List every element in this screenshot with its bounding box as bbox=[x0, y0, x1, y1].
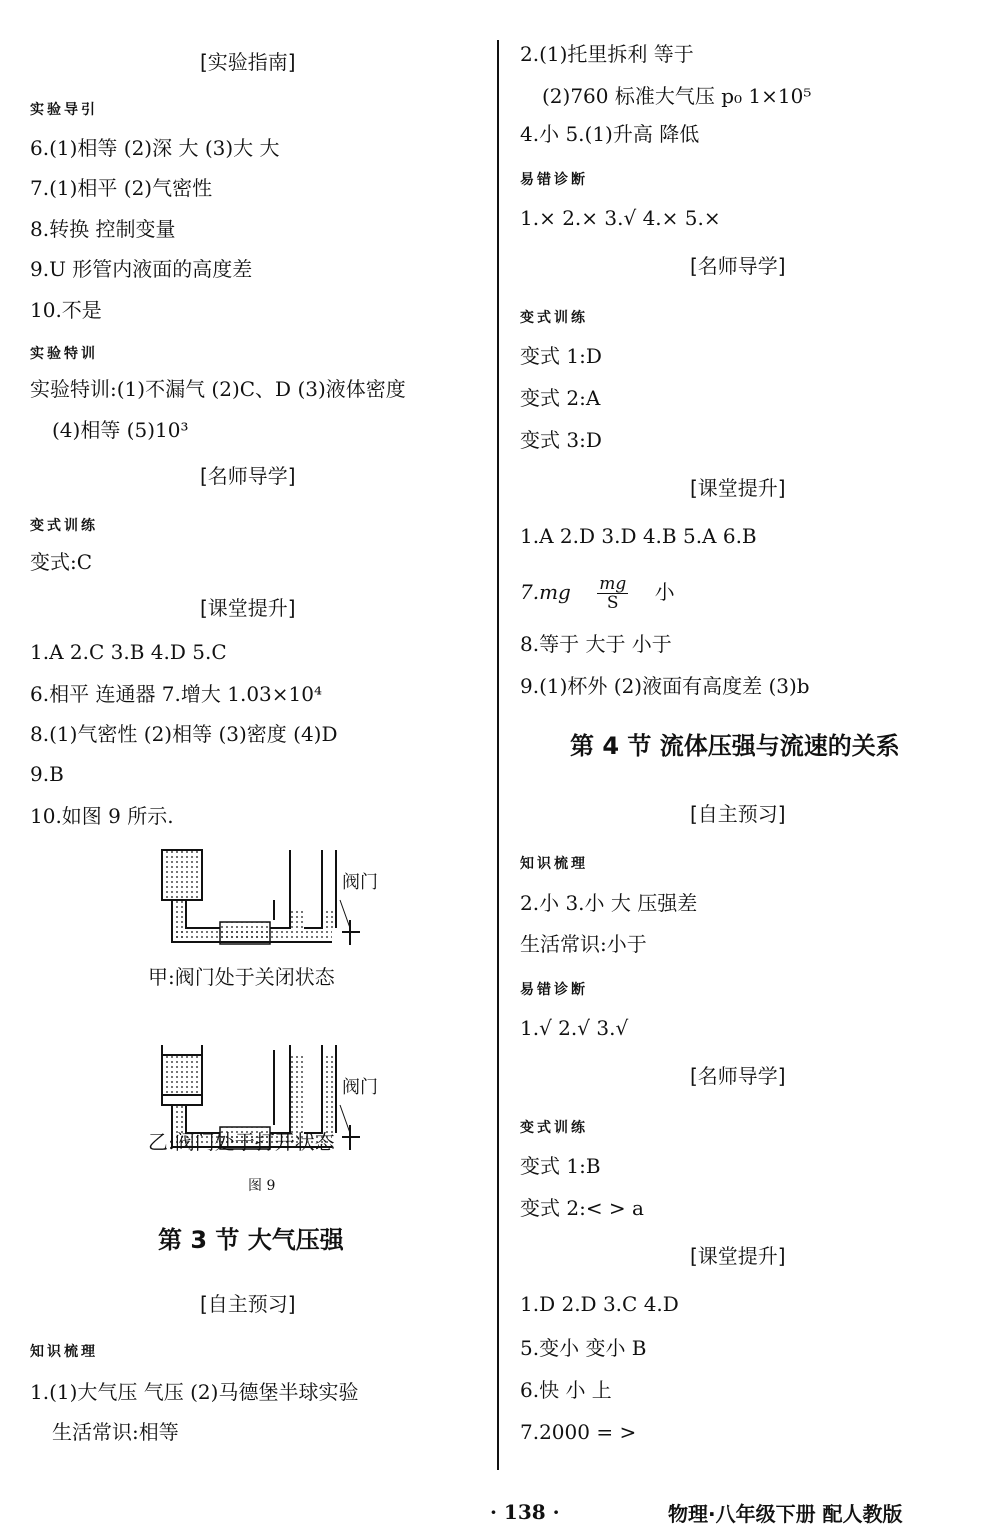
subheading-experiment-intro: 实验导引 bbox=[30, 102, 98, 118]
fraction bbox=[597, 575, 628, 612]
answer-line: 2.小 3.小 大 压强差 bbox=[520, 891, 698, 915]
answer-line: 6.相平 连通器 7.增大 1.03×10⁴ bbox=[30, 682, 322, 706]
answer-line: 1.A 2.C 3.B 4.D 5.C bbox=[30, 640, 227, 664]
answer-line: 生活常识:小于 bbox=[520, 932, 647, 956]
answer-line: 9.(1)杯外 (2)液面有高度差 (3)b bbox=[520, 674, 810, 698]
fraction-denominator: S bbox=[606, 593, 619, 613]
answer-line: 变式:C bbox=[30, 550, 93, 574]
answer-line: 6.快 小 上 bbox=[520, 1378, 612, 1402]
section-heading-experiment-guide: [实验指南] bbox=[200, 50, 296, 74]
answer-line: 1.D 2.D 3.C 4.D bbox=[520, 1292, 679, 1316]
section-heading-teacher-guide: [名师导学] bbox=[690, 1064, 786, 1088]
answer-line: 10.不是 bbox=[30, 298, 102, 322]
answer-line: 6.(1)相等 (2)深 大 (3)大 大 bbox=[30, 136, 280, 160]
answer-line: 10.如图 9 所示. bbox=[30, 804, 174, 828]
answer-7-prefix: 7.mg bbox=[520, 580, 571, 604]
subheading-variant-training: 变式训练 bbox=[520, 310, 588, 326]
subheading-knowledge: 知识梳理 bbox=[30, 1344, 98, 1360]
answer-line: 变式 2:A bbox=[520, 386, 601, 410]
subheading-variant-training: 变式训练 bbox=[520, 1120, 588, 1136]
answer-line: 变式 2:< > a bbox=[520, 1196, 644, 1220]
answer-7-suffix: 小 bbox=[654, 580, 675, 604]
answer-line: 1.(1)大气压 气压 (2)马德堡半球实验 bbox=[30, 1380, 359, 1404]
subheading-error-diagnosis: 易错诊断 bbox=[520, 172, 588, 188]
answer-line: 生活常识:相等 bbox=[52, 1420, 179, 1444]
page-number: · 138 · bbox=[490, 1500, 560, 1524]
answer-line: 7.(1)相平 (2)气密性 bbox=[30, 176, 213, 200]
answer-line: 实验特训:(1)不漏气 (2)C、D (3)液体密度 bbox=[30, 377, 406, 401]
figure-label-open: 乙:阀门处于打开状态 bbox=[148, 1130, 335, 1154]
answer-line: 8.等于 大于 小于 bbox=[520, 632, 672, 656]
answer-line: 8.转换 控制变量 bbox=[30, 217, 176, 241]
subheading-variant-training: 变式训练 bbox=[30, 518, 98, 534]
subheading-experiment-training: 实验特训 bbox=[30, 346, 98, 362]
answer-line: 1.A 2.D 3.D 4.B 5.A 6.B bbox=[520, 524, 757, 548]
diagram-valve-closed bbox=[162, 850, 378, 945]
answer-line: 9.U 形管内液面的高度差 bbox=[30, 257, 253, 281]
figure-label-closed: 甲:阀门处于关闭状态 bbox=[148, 965, 335, 989]
answer-line: 5.变小 变小 B bbox=[520, 1336, 647, 1360]
answer-line: (4)相等 (5)10³ bbox=[52, 418, 189, 442]
answer-line: 8.(1)气密性 (2)相等 (3)密度 (4)D bbox=[30, 722, 338, 746]
subheading-knowledge: 知识梳理 bbox=[520, 856, 588, 872]
answer-line: 1.√ 2.√ 3.√ bbox=[520, 1016, 629, 1040]
section-heading-classroom: [课堂提升] bbox=[690, 1244, 786, 1268]
section-heading-self-preview: [自主预习] bbox=[690, 802, 786, 826]
answer-line-fraction bbox=[520, 570, 675, 614]
answer-line: 9.B bbox=[30, 762, 64, 786]
fraction-numerator: mg bbox=[599, 574, 627, 594]
section-heading-classroom: [课堂提升] bbox=[690, 476, 786, 500]
section-title-fluid-pressure: 第 4 节 流体压强与流速的关系 bbox=[570, 732, 900, 760]
answer-line: 4.小 5.(1)升高 降低 bbox=[520, 122, 700, 146]
subheading-error-diagnosis: 易错诊断 bbox=[520, 982, 588, 998]
section-heading-teacher-guide: [名师导学] bbox=[690, 254, 786, 278]
section-title-atmospheric-pressure: 第 3 节 大气压强 bbox=[158, 1226, 344, 1254]
connected-vessel-figure bbox=[150, 840, 390, 1170]
section-heading-classroom: [课堂提升] bbox=[200, 596, 296, 620]
figure-caption: 图 9 bbox=[248, 1178, 276, 1194]
valve-label: 阀门 bbox=[342, 872, 378, 893]
answer-line: (2)760 标准大气压 p₀ 1×10⁵ bbox=[542, 84, 812, 108]
answer-line: 变式 1:D bbox=[520, 344, 602, 368]
answer-line: 1.× 2.× 3.√ 4.× 5.× bbox=[520, 206, 721, 230]
book-title: 物理·八年级下册 配人教版 bbox=[668, 1502, 903, 1526]
answer-line: 变式 3:D bbox=[520, 428, 602, 452]
section-heading-self-preview: [自主预习] bbox=[200, 1292, 296, 1316]
answer-line: 7.2000 = > bbox=[520, 1420, 637, 1444]
column-divider bbox=[497, 40, 499, 1470]
valve-label: 阀门 bbox=[342, 1077, 378, 1098]
answer-line: 变式 1:B bbox=[520, 1154, 601, 1178]
answer-line: 2.(1)托里拆利 等于 bbox=[520, 42, 694, 66]
section-heading-teacher-guide: [名师导学] bbox=[200, 464, 296, 488]
